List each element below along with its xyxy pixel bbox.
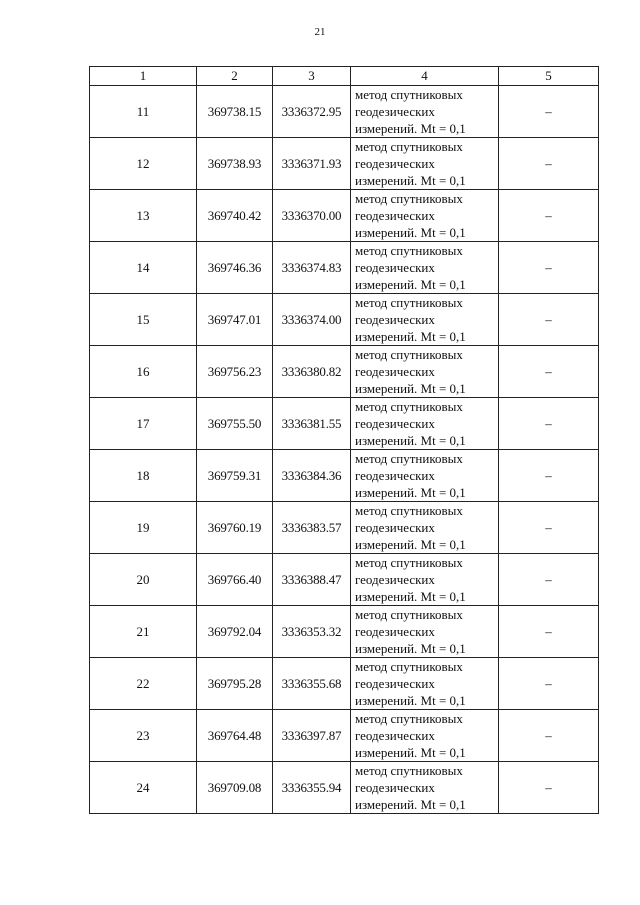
y-coordinate-cell: 3336384.36 [273,450,351,502]
description-cell: – [499,138,599,190]
method-cell [351,242,499,294]
method-line: геодезических [355,780,435,795]
description-cell: – [499,502,599,554]
method-line: измерений. Mt = 0,1 [355,537,466,552]
table-row [90,658,599,710]
description-cell: – [499,606,599,658]
method-cell [351,450,499,502]
point-number-cell: 24 [90,762,197,814]
method-line: измерений. Mt = 0,1 [355,797,466,812]
method-line: метод спутниковых [355,607,463,622]
x-coordinate-cell: 369795.28 [197,658,273,710]
method-cell [351,138,499,190]
table-row [90,554,599,606]
y-coordinate-cell: 3336381.55 [273,398,351,450]
description-cell: – [499,554,599,606]
description-cell: – [499,450,599,502]
x-coordinate-cell: 369740.42 [197,190,273,242]
y-coordinate-cell: 3336374.83 [273,242,351,294]
point-number-cell: 23 [90,710,197,762]
point-number-cell: 12 [90,138,197,190]
x-coordinate-cell: 369738.93 [197,138,273,190]
y-coordinate-cell: 3336380.82 [273,346,351,398]
method-line: измерений. Mt = 0,1 [355,485,466,500]
coordinates-table [89,66,599,814]
y-coordinate-cell: 3336383.57 [273,502,351,554]
column-header-2: 2 [197,67,273,86]
method-cell [351,346,499,398]
description-cell: – [499,242,599,294]
column-header-3: 3 [273,67,351,86]
method-line: измерений. Mt = 0,1 [355,121,466,136]
table-row [90,294,599,346]
point-number-cell: 17 [90,398,197,450]
x-coordinate-cell: 369709.08 [197,762,273,814]
point-number-cell: 18 [90,450,197,502]
y-coordinate-cell: 3336355.94 [273,762,351,814]
description-cell: – [499,294,599,346]
method-cell [351,398,499,450]
method-line: измерений. Mt = 0,1 [355,641,466,656]
table-row [90,138,599,190]
method-line: метод спутниковых [355,503,463,518]
method-cell [351,606,499,658]
method-line: геодезических [355,676,435,691]
table-row [90,398,599,450]
method-line: геодезических [355,572,435,587]
method-line: геодезических [355,728,435,743]
method-cell [351,658,499,710]
method-line: метод спутниковых [355,191,463,206]
table-row [90,450,599,502]
y-coordinate-cell: 3336374.00 [273,294,351,346]
point-number-cell: 20 [90,554,197,606]
description-cell: – [499,346,599,398]
method-cell [351,190,499,242]
method-line: метод спутниковых [355,555,463,570]
method-line: измерений. Mt = 0,1 [355,745,466,760]
method-line: измерений. Mt = 0,1 [355,433,466,448]
point-number-cell: 11 [90,86,197,138]
description-cell: – [499,710,599,762]
x-coordinate-cell: 369756.23 [197,346,273,398]
x-coordinate-cell: 369746.36 [197,242,273,294]
method-line: измерений. Mt = 0,1 [355,329,466,344]
method-line: метод спутниковых [355,763,463,778]
method-cell [351,502,499,554]
table-body [90,86,599,814]
method-line: метод спутниковых [355,659,463,674]
method-line: геодезических [355,520,435,535]
point-number-cell: 13 [90,190,197,242]
y-coordinate-cell: 3336372.95 [273,86,351,138]
point-number-cell: 15 [90,294,197,346]
table-row [90,346,599,398]
point-number-cell: 22 [90,658,197,710]
y-coordinate-cell: 3336370.00 [273,190,351,242]
method-line: геодезических [355,104,435,119]
table-row [90,502,599,554]
method-line: геодезических [355,208,435,223]
table-row [90,710,599,762]
method-line: геодезических [355,156,435,171]
method-line: метод спутниковых [355,87,463,102]
column-header-5: 5 [499,67,599,86]
method-line: метод спутниковых [355,295,463,310]
y-coordinate-cell: 3336353.32 [273,606,351,658]
method-line: геодезических [355,468,435,483]
method-cell [351,294,499,346]
column-header-1: 1 [90,67,197,86]
table-row [90,606,599,658]
method-line: геодезических [355,260,435,275]
column-header-4: 4 [351,67,499,86]
method-cell [351,762,499,814]
x-coordinate-cell: 369759.31 [197,450,273,502]
method-line: геодезических [355,416,435,431]
method-cell [351,710,499,762]
y-coordinate-cell: 3336355.68 [273,658,351,710]
description-cell: – [499,86,599,138]
table-row [90,86,599,138]
x-coordinate-cell: 369760.19 [197,502,273,554]
point-number-cell: 16 [90,346,197,398]
page-number: 21 [314,26,326,38]
x-coordinate-cell: 369764.48 [197,710,273,762]
y-coordinate-cell: 3336397.87 [273,710,351,762]
x-coordinate-cell: 369755.50 [197,398,273,450]
method-line: геодезических [355,312,435,327]
method-line: измерений. Mt = 0,1 [355,693,466,708]
method-line: метод спутниковых [355,711,463,726]
point-number-cell: 21 [90,606,197,658]
method-line: геодезических [355,624,435,639]
method-line: измерений. Mt = 0,1 [355,225,466,240]
method-line: метод спутниковых [355,243,463,258]
y-coordinate-cell: 3336388.47 [273,554,351,606]
header-row [90,67,599,86]
method-line: измерений. Mt = 0,1 [355,381,466,396]
x-coordinate-cell: 369747.01 [197,294,273,346]
method-line: метод спутниковых [355,451,463,466]
x-coordinate-cell: 369766.40 [197,554,273,606]
method-line: метод спутниковых [355,139,463,154]
point-number-cell: 19 [90,502,197,554]
table-header [90,67,599,86]
method-line: геодезических [355,364,435,379]
point-number-cell: 14 [90,242,197,294]
description-cell: – [499,762,599,814]
method-cell [351,554,499,606]
x-coordinate-cell: 369738.15 [197,86,273,138]
table-row [90,242,599,294]
method-cell [351,86,499,138]
method-line: измерений. Mt = 0,1 [355,277,466,292]
description-cell: – [499,658,599,710]
description-cell: – [499,190,599,242]
description-cell: – [499,398,599,450]
y-coordinate-cell: 3336371.93 [273,138,351,190]
table-row [90,190,599,242]
method-line: метод спутниковых [355,399,463,414]
method-line: измерений. Mt = 0,1 [355,173,466,188]
method-line: измерений. Mt = 0,1 [355,589,466,604]
x-coordinate-cell: 369792.04 [197,606,273,658]
method-line: метод спутниковых [355,347,463,362]
table-row [90,762,599,814]
